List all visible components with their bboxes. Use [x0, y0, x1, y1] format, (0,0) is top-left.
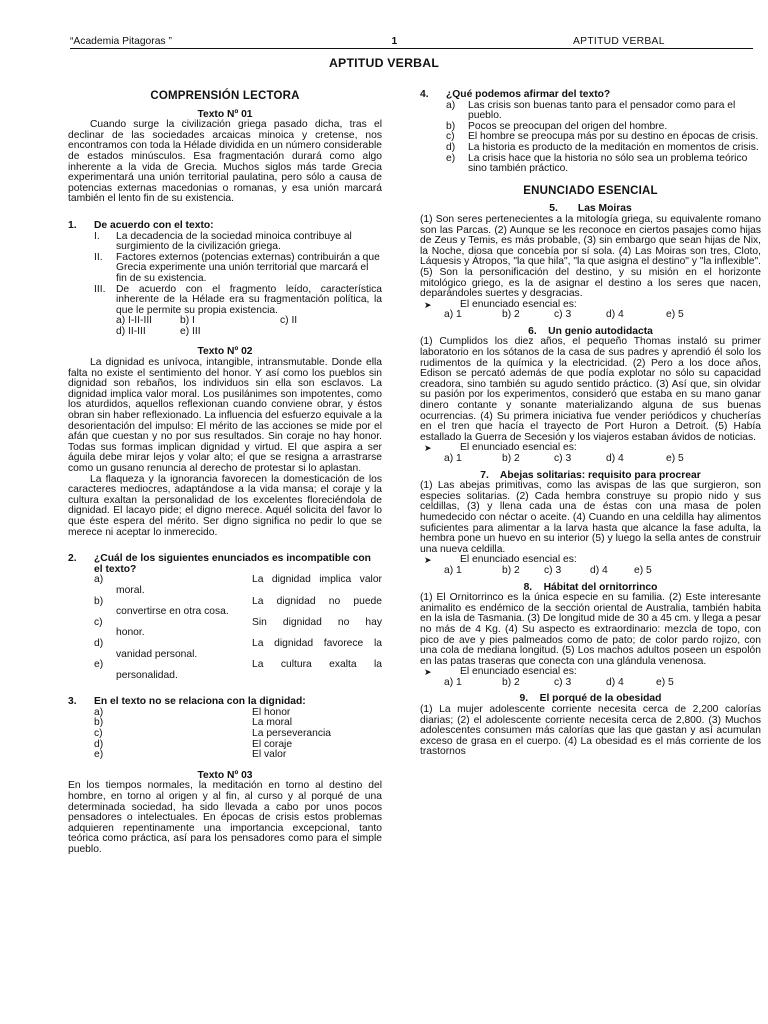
list-item: b) La moral	[94, 717, 293, 729]
item-9-body: (1) La mujer adolescente corriente necesita cerca de 2,200 calorías diarias; (2) el adolescente corriente necesita cerca de 2,800. (3) Muchos adolescentes consumen más calorías que las que gastan y así acumulan exceso de grasa en el cuerpo. (4) La obesidad es el más corriente de los trastornos	[420, 704, 761, 758]
texto-1-body: Cuando surge la civilización griega pasado dicha, tras el declinar de las sociedades arcaicas minoica y cretense, nos encontramos con toda la Hélade dividida en un número considerable de estados minúsculos. Esa fragmentación durará como algo inherente a la vida de Grecia. Muchos siglos más tarde Grecia experimentará una unión territorial paulatina, pero sólo a causa de potencias externas macedonias o romanas, y esa unión marcará también el lento fin de su existencia.	[68, 119, 382, 205]
texto-1-heading: Texto Nº 01	[197, 108, 253, 120]
item-7-answers: a) 1 b) 2 c) 3 d) 4 e) 5	[444, 564, 652, 576]
question-2-text: ¿Cuál de los siguientes enunciados es incompatible con el texto?	[94, 553, 371, 575]
item-5-body: (1) Son seres pertenecientes a la mitología griega, su equivalente romano son las Parcas. (2) Aunque se les reconoce en ciertos pasajes como hijas de Zeus y Temis, es más probable, (3) sin embargo que sean hijas de Nix, la Noche, diosa que concebía por sí sola. (4) Las Moiras son tres, Cloto, Láquesis y Átropos, "la que hila", "la que asigna el destino" y "la inflexible". (5) Son la personificación del destino, y su misión en el horizonte mitológico griego, es la de asignar el destino a los seres que nacen, deparándoles suertes y desgracias.	[420, 213, 761, 300]
section-title-enunciado: ENUNCIADO ESENCIAL	[523, 184, 658, 197]
list-item: c) Sin dignidad no hay	[94, 616, 382, 628]
right-column	[420, 90, 761, 758]
list-item: e) La crisis hace que la historia no sólo sea un problema teórico sino también práctico.	[446, 152, 748, 175]
question-1: 1. De acuerdo con el texto:	[68, 221, 382, 232]
list-item: b) La dignidad no puede	[94, 595, 382, 607]
list-item: a) El honor	[94, 706, 291, 718]
question-1-text: De acuerdo con el texto:	[94, 219, 214, 231]
item-9-heading: 9. El porqué de la obesidad	[519, 693, 662, 705]
question-1-items	[94, 232, 382, 317]
left-column	[68, 88, 382, 856]
page-header	[70, 34, 753, 48]
arrow-bullet-icon: ➤	[424, 299, 432, 310]
question-3-options	[94, 708, 382, 761]
list-item: d) El coraje	[94, 738, 293, 750]
question-4: 4. ¿Qué podemos afirmar del texto?	[420, 90, 761, 101]
item-5-heading: 5. Las Moiras	[549, 203, 632, 215]
item-6-body: (1) Cumplidos los diez años, el pequeño Thomas instaló su primer laboratorio en los sótanos de la casa de sus padres y aprendió él solo los rudimentos de la química y la electricidad. (2) Pero a los doce años, Edison se percató además de que podía explotar no sólo su capacidad creadora, sino también su agudo sentido práctico. (3) Así que, sin olvidar su pasión por los experimentos, consideró que estaba en su mano ganar dinero contante y sonante materializando alguna de sus buenas ocurrencias. (4) Su primera iniciativa fue vender periódicos y chucherías en el tren que hacía el trayecto de Port Huron a Detroit. (5) Había estallado la Guerra de Secesión y los viajeros estaban ávidos de noticias.	[420, 336, 761, 443]
list-item: a) La dignidad implica valor	[94, 574, 382, 586]
item-5-prompt: ➤ El enunciado esencial es:	[424, 298, 577, 310]
question-3-text: En el texto no se relaciona con la dignidad:	[94, 696, 306, 708]
section-title-comprension: COMPRENSIÓN LECTORA	[150, 90, 300, 102]
texto-2-body-2: La flaqueza y la ignorancia favorecen la domesticación de los caracteres mediocres, adaptándose a la vida mansa; el coraje y la cultura exaltan la personalidad de los excelentes floreciéndola de dignidad. El lacayo pide; el digno merece. Aquél solicita del favor lo que éste espera del mérito. Ser digno significa no pedir lo que se merece ni aceptar lo inmerecido.	[68, 473, 382, 538]
item-7-heading: 7. Abejas solitarias: requisito para procrear	[480, 469, 701, 481]
item-6-heading: 6. Un genio autodidacta	[528, 325, 653, 337]
question-4-text: ¿Qué podemos afirmar del texto?	[446, 89, 611, 100]
list-item: e) El valor	[94, 749, 287, 761]
arrow-bullet-icon: ➤	[424, 443, 432, 454]
header-rule	[70, 48, 753, 49]
texto-2-body-1: La dignidad es unívoca, intangible, intransmutable. Donde ella falta no existe el sentimiento del honor. Y así como los pueblos sin dignidad son rebaños, los individuos sin ella son esclavos. La dignidad implica valor moral. Los pusilánimes son impotentes, como los aturdidos, aquellos reflexionan cuando conviene obrar, y éstos obran sin haber reflexionado. La influencia del esfuerzo equivale a la desorientación del impulso: El mérito de las acciones se mide por el afán que cuestan y no por sus resultados. Sin coraje no hay honor. Todas sus formas implican dignidad y virtud. El que aspira a ser águila debe mirar lejos y volar alto; el que se resigna a arrastrarse como un gusano renuncia al derecho de protestar si lo aplastan.	[68, 357, 382, 474]
question-1-alternatives-row2: d) II-III e) III	[116, 325, 201, 337]
item-8-body: (1) El Ornitorrinco es la única especie en su familia. (2) Este interesante animalito es endémico de la sección oriental de Australia, también habita en la isla de Tasmania. (3) De longitud mide de 30 a 45 cm. y llega a pesar no más de 4 Kg. (4) Su aspecto es extraordinario: mezcla de topo, con pico de ave y pies palmeados como de pato; de color pardo rojizo, con una cola de mediana longitud. (5) Los machos adultos poseen un espolón en las patas traseras que conecta con una glándula venenosa.	[420, 592, 761, 667]
question-3: 3. En el texto no se relaciona con la dignidad:	[68, 697, 382, 708]
item-7-body: (1) Las abejas primitivas, como las avispas de las que surgieron, son especies solitarias. (2) Cada hembra construye su propio nido y sus celdillas, (3) y llena cada una de éstas con una masa de polen humedecido con néctar o aceite. (4) Cuando en una celdilla hay alimentos suficientes para alimentar a la larva hasta que alcance la fase adulta, la hembra pone un huevo en su interior (5) y luego la sella antes de construir una nueva celdilla.	[420, 480, 761, 555]
list-item: III. De acuerdo con el fragmento leído, característica inherente de la Hélade era su fragmentación política, la que le permite su propia existencia.	[94, 283, 382, 316]
list-item: c) El hombre se preocupa más por su destino en épocas de crisis.	[446, 131, 759, 143]
list-item: II. Factores externos (potencias externas) contribuirán a que Grecia experimente una unión territorial que marcará el fin de su existencia.	[94, 251, 380, 284]
list-item: I. La decadencia de la sociedad minoica contribuye al surgimiento de la civilización griega.	[94, 230, 352, 253]
arrow-bullet-icon: ➤	[424, 555, 432, 566]
question-1-alternatives-row1: a) I-II-III b) I c) II	[116, 315, 298, 327]
question-2: 2. ¿Cuál de los siguientes enunciados es incompatible con el texto?	[68, 554, 382, 575]
list-item: d) La dignidad favorece la	[94, 637, 382, 649]
header-subject: APTITUD VERBAL	[573, 36, 665, 48]
question-2-options: a) La dignidad implica valor moral. b) La dignidad no puede convertirse en otra cosa. c) Sin dignidad no hay honor. d) La dignidad favorece la vanidad personal. e) La cultura exalta la personalidad.	[94, 574, 382, 681]
texto-2-heading: Texto Nº 02	[197, 346, 253, 358]
item-8-answers: a) 1 b) 2 c) 3 d) 4 e) 5	[444, 676, 674, 688]
list-item: e) La cultura exalta la	[94, 659, 382, 671]
item-5-answers: a) 1 b) 2 c) 3 d) 4 e) 5	[444, 309, 684, 321]
texto-3-heading: Texto Nº 03	[197, 769, 253, 781]
item-8-prompt: ➤ El enunciado esencial es:	[424, 666, 577, 678]
page-title: APTITUD VERBAL	[328, 56, 440, 70]
header-academy: “Academia Pitagoras ”	[70, 36, 172, 48]
item-6-prompt: ➤ El enunciado esencial es:	[424, 442, 577, 454]
list-item: a) Las crisis son buenas tanto para el pensador como para el pueblo.	[446, 99, 736, 122]
list-item: c) La perseverancia	[94, 728, 331, 740]
item-6-answers: a) 1 b) 2 c) 3 d) 4 e) 5	[444, 453, 684, 464]
texto-3-body: En los tiempos normales, la meditación en torno al destino del hombre, en torno al origen y al fin, al curso y al porqué de una determinada sociedad, ha sido llevada a cabo por unos pocos pensadores o intelectuales. En épocas de crisis estos problemas adquieren repentinamente una importancia excepcional, tanto teórica como práctica, así para los pensadores como para el simple pueblo.	[68, 780, 382, 855]
list-item: d) La historia es producto de la meditación en momentos de crisis.	[446, 141, 759, 153]
page-number: 1	[391, 36, 398, 48]
item-7-prompt: ➤ El enunciado esencial es:	[424, 554, 577, 566]
question-4-options	[446, 101, 761, 175]
item-8-heading: 8. Hábitat del ornitorrinco	[523, 581, 658, 593]
arrow-bullet-icon: ➤	[424, 667, 432, 678]
list-item: b) Pocos se preocupan del origen del hombre.	[446, 120, 668, 132]
